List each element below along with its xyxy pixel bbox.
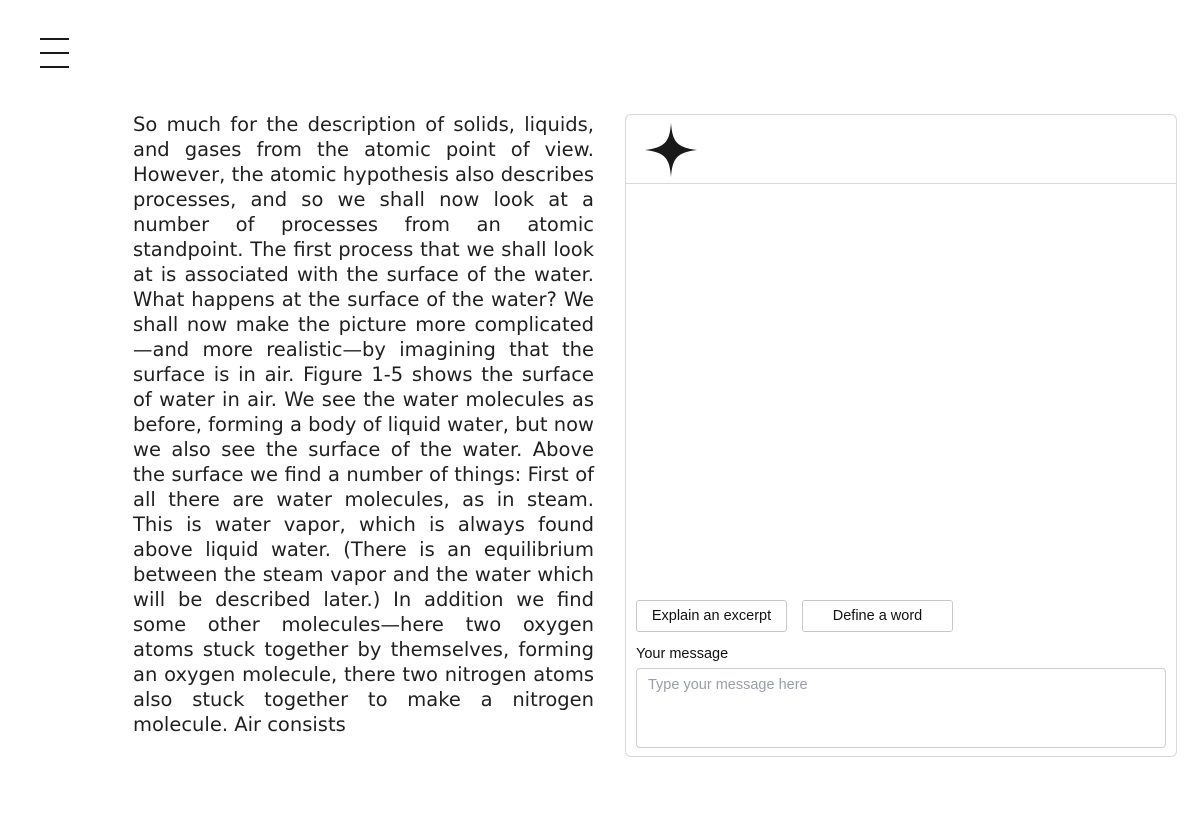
menu-bar-top [40,38,69,40]
chat-panel [625,114,1177,757]
reading-passage: So much for the description of solids, liquids, and gases from the atomic point of view. However, the atomic hypothesis also describes processes, and so we shall now look at a number of processes from an atomic standpoint. The first process that we shall look at is associated with the surface of the water. What happens at the surface of the water? We shall now make the picture more complicated—and more realistic—by imagining that the surface is in air. Figure 1-5 shows the surface of water in air. We see the water molecules as before, forming a body of liquid water, but now we also see the surface of the water. Above the surface we find a number of things: First of all there are water molecules, as in steam. This is water vapor, which is always found above liquid water. (There is an equilibrium between the steam vapor and the water which will be described later.) In addition we find some other molecules—here two oxygen atoms stuck together by themselves, forming an oxygen molecule, there two nitrogen atoms also stuck together to make a nitrogen molecule. Air consists [133,113,594,736]
chat-header [626,115,1176,184]
quick-actions [636,600,953,632]
message-label: Your message [636,646,729,662]
menu-bar-middle [40,52,69,54]
explain-excerpt-button[interactable]: Explain an excerpt [636,600,787,632]
hamburger-menu-icon[interactable] [40,38,70,70]
sparkle-icon [645,123,697,177]
menu-bar-bottom [40,66,69,68]
message-input[interactable] [636,668,1166,748]
define-word-button[interactable]: Define a word [802,600,953,632]
chat-messages [626,184,1176,594]
